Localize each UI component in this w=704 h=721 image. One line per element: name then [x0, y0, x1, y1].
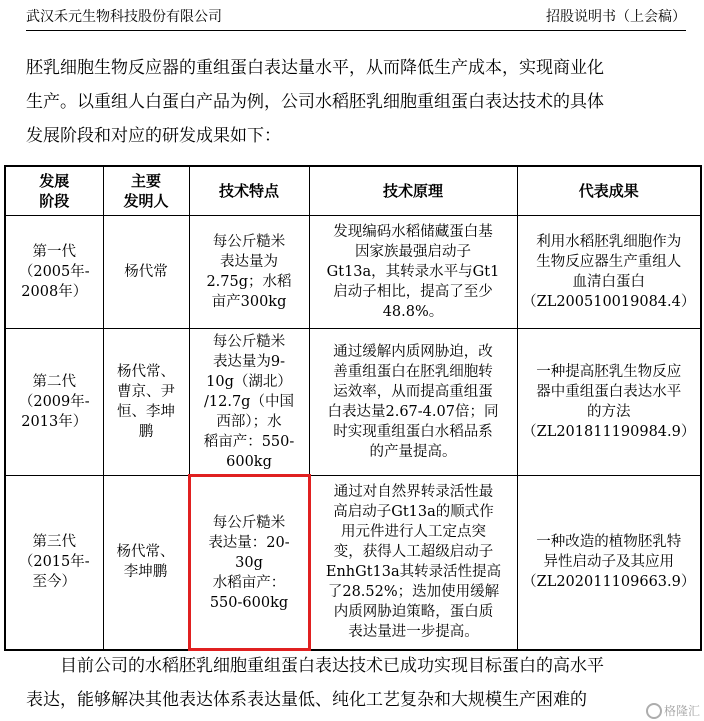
watermark	[646, 702, 700, 720]
cell-inventors: 杨代常、 李坤鹏	[103, 476, 189, 650]
document-title: 招股说明书（上会稿）	[546, 9, 686, 25]
header-features: 技术特点	[189, 166, 309, 216]
cell-stage: 第二代 （2009年- 2013年）	[5, 329, 103, 476]
circle-logo-icon	[646, 703, 662, 719]
table-row	[5, 476, 701, 650]
technology-stages-table	[4, 165, 702, 651]
header-result: 代表成果	[517, 166, 701, 216]
intro-line: 胚乳细胞生物反应器的重组蛋白表达量水平，从而降低生产成本，实现商业化	[26, 58, 604, 78]
table-row	[5, 329, 701, 476]
cell-inventors: 杨代常	[103, 216, 189, 329]
cell-features: 每公斤糙米 表达量为 2.75g；水稻 亩产300kg	[189, 216, 309, 329]
cell-stage: 第一代 （2005年- 2008年）	[5, 216, 103, 329]
intro-line: 生产。以重组人白蛋白产品为例，公司水稻胚乳细胞重组蛋白表达技术的具体	[26, 92, 604, 112]
cell-features: 每公斤糙米 表达量为9- 10g（湖北） /12.7g（中国 西部）；水 稻亩产：550- 600kg	[189, 329, 309, 476]
header-inventors: 主要 发明人	[103, 166, 189, 216]
header-stage: 发展 阶段	[5, 166, 103, 216]
cell-result: 一种提高胚乳生物反应 器中重组蛋白表达水平 的方法 （ZL201811190984.9）	[517, 329, 701, 476]
closing-line: 目前公司的水稻胚乳细胞重组蛋白表达技术已成功实现目标蛋白的高水平	[60, 656, 604, 676]
cell-principle: 通过对自然界转录活性最 高启动子Gt13a的顺式作 用元件进行人工定点突 变，获得人工超级启动子 EnhGt13a其转录活性提高 了28.52%；迭加使用缓解 内质网胁迫策略，蛋白质 表达量进一步提高。	[309, 476, 517, 650]
watermark-text: 格隆汇	[663, 703, 700, 718]
company-name: 武汉禾元生物科技股份有限公司	[26, 9, 222, 25]
table-row	[5, 216, 701, 329]
closing-paragraph	[26, 649, 686, 717]
cell-principle: 发现编码水稻储藏蛋白基 因家族最强启动子 Gt13a，其转录水平与Gt1 启动子相比，提高了至少 48.8%。	[309, 216, 517, 329]
intro-paragraph	[26, 51, 686, 153]
cell-principle: 通过缓解内质网胁迫，改 善重组蛋白在胚乳细胞转 运效率，从而提高重组蛋 白表达量2.67-4.07倍；同 时实现重组蛋白水稻品系 的产量提高。	[309, 329, 517, 476]
table-header-row	[5, 166, 701, 216]
cell-stage: 第三代 （2015年- 至今）	[5, 476, 103, 650]
cell-inventors: 杨代常、 曹京、尹 恒、李坤 鹏	[103, 329, 189, 476]
cell-result: 利用水稻胚乳细胞作为 生物反应器生产重组人 血清白蛋白 （ZL200510019084.4）	[517, 216, 701, 329]
header-principle: 技术原理	[309, 166, 517, 216]
cell-features-highlighted: 每公斤糙米 表达量：20- 30g 水稻亩产： 550-600kg	[189, 476, 309, 650]
intro-line: 发展阶段和对应的研发成果如下：	[26, 126, 281, 146]
page-header	[26, 6, 686, 31]
closing-line: 表达，能够解决其他表达体系表达量低、纯化工艺复杂和大规模生产困难的	[26, 690, 587, 710]
cell-result: 一种改造的植物胚乳特 异性启动子及其应用 （ZL202011109663.9）	[517, 476, 701, 650]
